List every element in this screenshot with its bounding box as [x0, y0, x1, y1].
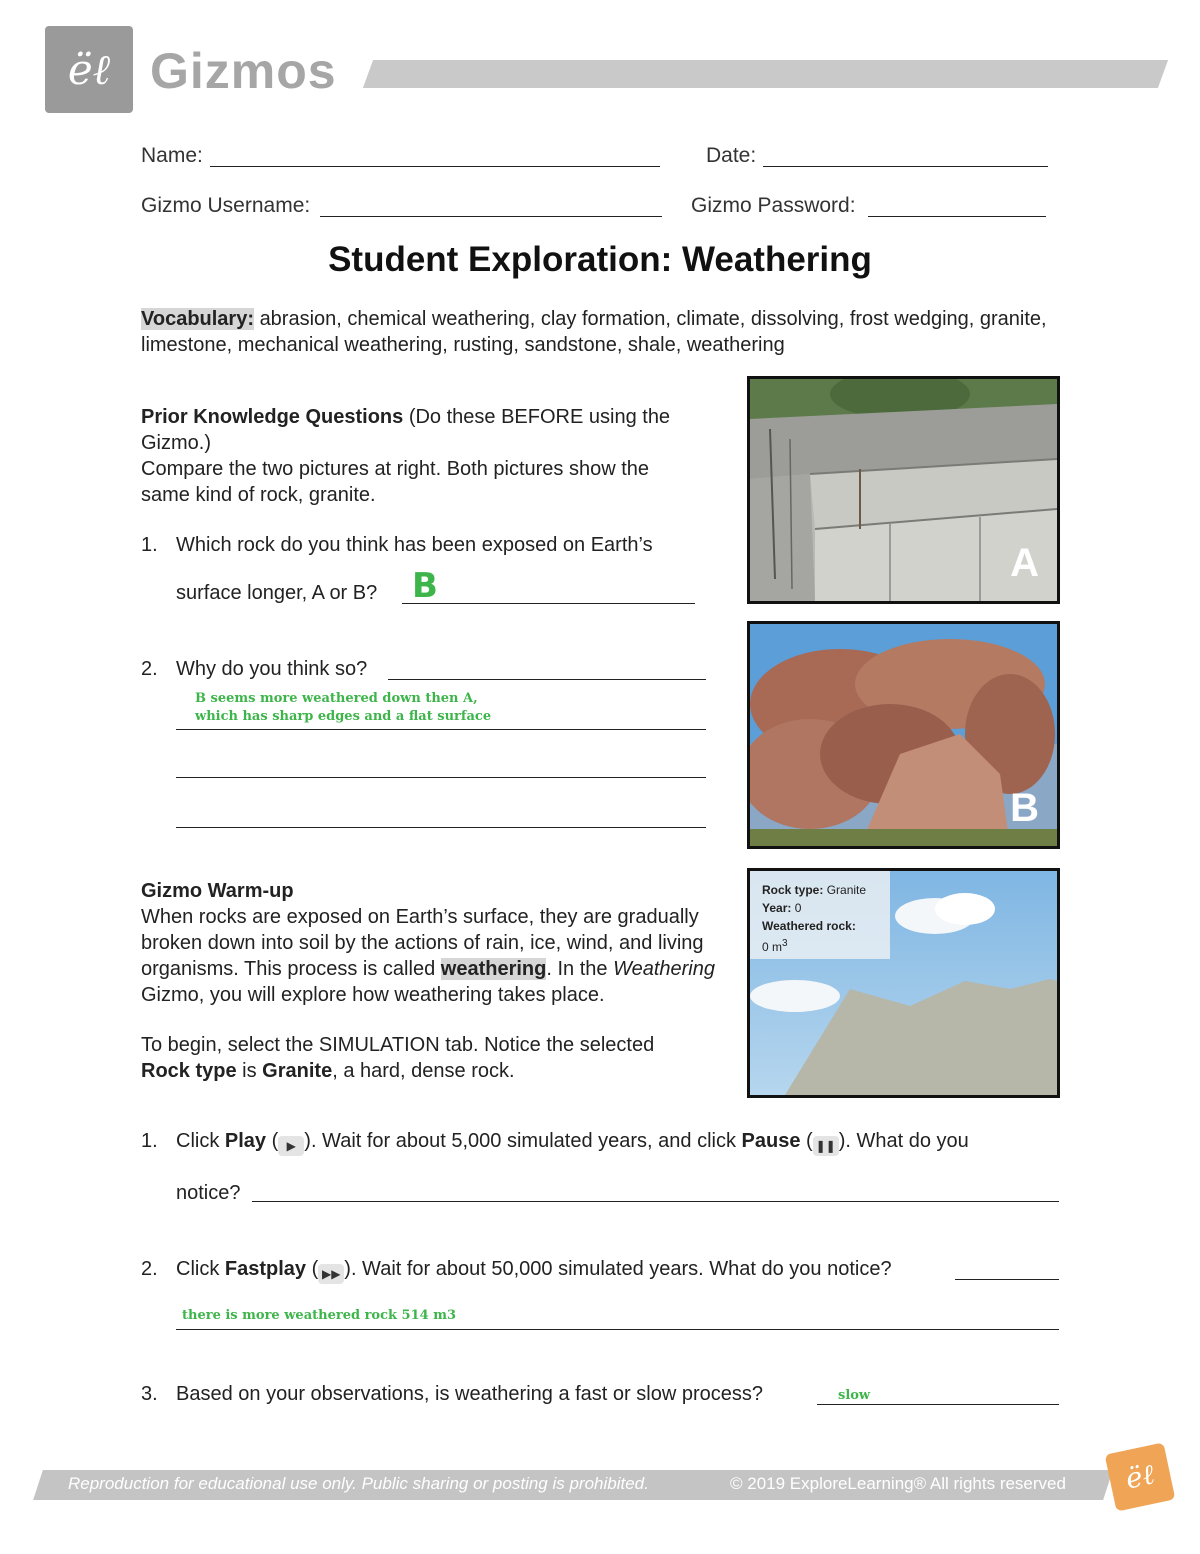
sim-weathered-label: Weathered rock: — [762, 919, 856, 933]
q1-number: 1. — [141, 534, 158, 556]
q2-number: 2. — [141, 658, 158, 680]
warmup-q2-end: ). Wait for about 50,000 simulated years. What do you notice? — [344, 1258, 892, 1280]
warmup-paragraph-2 — [141, 1032, 716, 1084]
gizmos-brand: Gizmos — [150, 43, 337, 99]
q2-answer-line-4[interactable] — [176, 827, 706, 828]
sim-year-value: 0 — [794, 901, 802, 915]
q1-handwritten-answer: B — [412, 566, 438, 606]
photo-b-label: B — [1010, 786, 1039, 830]
play-icon: ▶ — [278, 1136, 304, 1156]
sim-readout — [762, 881, 866, 956]
play-term: Play — [224, 1130, 267, 1152]
warmup-paragraph-1 — [141, 904, 716, 1008]
q2-handwritten-answer — [195, 690, 491, 726]
footer-notice: Reproduction for educational use only. Public sharing or posting is prohibited. — [68, 1474, 649, 1493]
warmup-q1-mid: ). Wait for about 5,000 simulated years, and click — [304, 1130, 736, 1152]
granite-photo-a — [747, 376, 1060, 604]
fastplay-icon: ▶▶ — [318, 1264, 344, 1284]
warmup-heading: Gizmo Warm-up — [141, 880, 294, 902]
warmup-p1-text-b: . In the — [546, 958, 608, 980]
warmup-section — [141, 878, 716, 1084]
warmup-q1-click: Click — [176, 1130, 220, 1152]
warmup-q1-number: 1. — [141, 1130, 158, 1152]
granite-term: Granite — [262, 1060, 333, 1082]
password-label: Gizmo Password: — [691, 194, 856, 217]
q2-answer-line-1[interactable] — [388, 679, 706, 680]
warmup-q3-answer-line[interactable] — [817, 1404, 1059, 1405]
warmup-q2-answer-line-1[interactable] — [955, 1279, 1059, 1280]
fastplay-term: Fastplay — [224, 1258, 307, 1280]
page-title: Student Exploration: Weathering — [328, 240, 872, 279]
warmup-q2-number: 2. — [141, 1258, 158, 1280]
gizmo-simulation-screenshot — [747, 868, 1060, 1098]
pause-icon: ❚❚ — [813, 1136, 839, 1156]
q2-answer-line1-text: B seems more weathered down then A, — [195, 691, 478, 706]
warmup-q3-text: Based on your observations, is weathering a fast or slow process? — [176, 1383, 763, 1405]
prior-knowledge-intro: Compare the two pictures at right. Both pictures show the same kind of rock, granite. — [141, 458, 650, 506]
vocabulary-label: Vocabulary: — [141, 308, 254, 330]
sim-rock-type-value: Granite — [826, 883, 867, 897]
prior-knowledge-note: (Do these BEFORE using the Gizmo.) — [141, 406, 671, 454]
warmup-p1-text: When rocks are exposed on Earth’s surface, they are gradually broken down into soil by the actions of rain, ice, wind, and living organisms. This process is called — [141, 906, 704, 980]
warmup-p2-text-b: , a hard, dense rock. — [332, 1060, 515, 1082]
warmup-p1-text-c: Gizmo, you will explore how weathering takes place. — [141, 984, 605, 1006]
vocabulary-list: abrasion, chemical weathering, clay formation, climate, dissolving, frost wedging, granite, limestone, mechanical weathering, rusting, sandstone, shale, weathering — [141, 308, 1047, 356]
prior-knowledge-heading: Prior Knowledge Questions — [141, 406, 404, 428]
name-field[interactable] — [210, 166, 660, 167]
q2-text: Why do you think so? — [176, 658, 368, 680]
date-label: Date: — [706, 144, 757, 167]
vocabulary — [141, 306, 1051, 358]
q1-text-line1: Which rock do you think has been exposed on Earth’s — [176, 534, 653, 556]
sim-rock-type-label: Rock type: — [762, 883, 824, 897]
username-label: Gizmo Username: — [141, 194, 311, 217]
warmup-q3-handwritten-answer: slow — [838, 1388, 871, 1403]
weathering-gizmo-name: Weathering — [613, 958, 715, 980]
sim-year-label: Year: — [762, 901, 792, 915]
prior-knowledge-section — [141, 404, 701, 508]
photo-a-label: A — [1010, 541, 1039, 585]
warmup-q1-end: ). What do you — [838, 1130, 969, 1152]
warmup-q2-click: Click — [176, 1258, 220, 1280]
password-field[interactable] — [868, 216, 1046, 217]
footer-copyright: © 2019 ExploreLearning® All rights reserved — [730, 1474, 1066, 1493]
name-label: Name: — [141, 144, 203, 167]
warmup-q2-handwritten-answer: there is more weathered rock 514 m3 — [182, 1308, 457, 1323]
sim-weathered-unit: 3 — [782, 938, 788, 949]
q2-answer-line-3[interactable] — [176, 777, 706, 778]
warmup-q1-text: Click Play ( ▶ ). Wait for about 5,000 simulated years, and click Pause ( ❚❚ ). What do you — [176, 1128, 1056, 1156]
warmup-p2-text: To begin, select the SIMULATION tab. Notice the selected — [141, 1034, 655, 1056]
q2-answer-line2-text: which has sharp edges and a flat surface — [195, 709, 492, 724]
q1-answer-line[interactable] — [402, 603, 695, 604]
sim-weathered-value: 0 m — [762, 940, 783, 954]
warmup-q1-answer-line[interactable] — [252, 1201, 1059, 1202]
q1-text-line2: surface longer, A or B? — [176, 582, 378, 604]
granite-photo-b — [747, 621, 1060, 849]
weathering-term: weathering — [440, 958, 547, 980]
warmup-q2-text: Click Fastplay ( ▶▶ ). Wait for about 50,000 simulated years. What do you notice? — [176, 1256, 892, 1284]
explorelearning-corner-logo: ëℓ — [1105, 1442, 1176, 1511]
warmup-q1-notice: notice? — [176, 1182, 241, 1204]
username-field[interactable] — [320, 216, 662, 217]
q2-answer-line-2[interactable] — [176, 729, 706, 730]
warmup-p2-is: is — [242, 1060, 257, 1082]
pause-term: Pause — [741, 1130, 801, 1152]
warmup-q2-answer-line-2[interactable] — [176, 1329, 1059, 1330]
header-bar — [363, 60, 1168, 88]
warmup-q3-number: 3. — [141, 1383, 158, 1405]
explorelearning-logo: ëℓ — [45, 26, 133, 113]
rock-type-term: Rock type — [141, 1060, 237, 1082]
date-field[interactable] — [763, 166, 1048, 167]
